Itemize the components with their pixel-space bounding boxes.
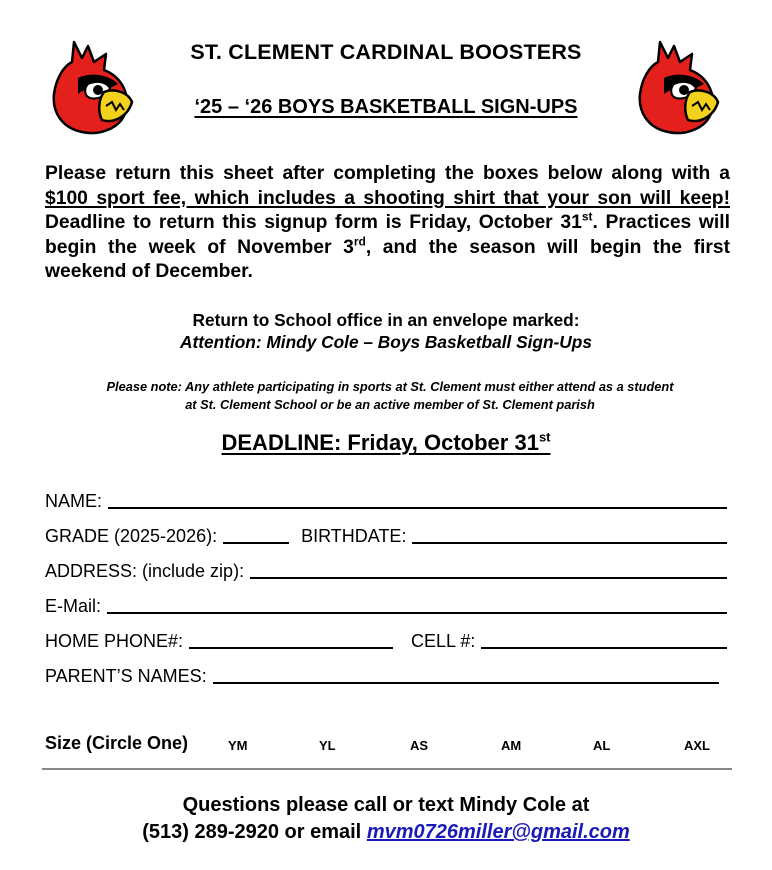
- note-line-1: Please note: Any athlete participating in sports at St. Clement must either attend as a student: [106, 379, 674, 394]
- email-row: [45, 593, 727, 617]
- intro-sup-2: rd: [353, 234, 366, 249]
- name-field[interactable]: [108, 507, 727, 509]
- size-option-yl[interactable]: YL: [319, 738, 336, 753]
- intro-sup-1: st: [581, 209, 593, 224]
- parents-label: PARENT’S NAMES:: [45, 666, 207, 686]
- birthdate-label: BIRTHDATE:: [301, 526, 407, 546]
- size-option-axl[interactable]: AXL: [684, 738, 710, 753]
- intro-text-2: Deadline to return this signup form is Friday, October 31: [45, 212, 582, 233]
- cell-field[interactable]: [481, 647, 727, 649]
- size-option-am[interactable]: AM: [501, 738, 522, 753]
- address-label: ADDRESS: (include zip):: [45, 561, 245, 581]
- subtitle-text: ‘25 – ‘26 BOYS BASKETBALL SIGN-UPS: [194, 96, 578, 118]
- contact-phone: (513) 289-2920 or email: [142, 821, 367, 843]
- address-field[interactable]: [250, 577, 727, 579]
- birthdate-field[interactable]: [412, 542, 727, 544]
- fee-text: $100 sport fee, which includes a shooting shirt that your son will keep!: [45, 187, 730, 209]
- page-title: ST. CLEMENT CARDINAL BOOSTERS: [190, 40, 582, 64]
- page-subtitle: [0, 96, 772, 119]
- size-label: Size (Circle One): [45, 733, 189, 753]
- contact-email-link[interactable]: mvm0726miller@gmail.com: [366, 821, 630, 843]
- size-option-al[interactable]: AL: [593, 738, 611, 753]
- intro-text-3: . Practices will begin the week of November 3: [45, 212, 730, 258]
- deadline-heading: [0, 430, 772, 456]
- intro-text-1: Please return this sheet after completing the boxes below along with a: [45, 163, 730, 184]
- grade-field[interactable]: [223, 542, 289, 544]
- intro-paragraph: [45, 162, 730, 285]
- parents-field[interactable]: [213, 682, 719, 684]
- contact-line: Questions please call or text Mindy Cole at: [182, 794, 590, 816]
- grade-label: GRADE (2025-2026):: [45, 526, 218, 546]
- size-option-ym[interactable]: YM: [228, 738, 248, 753]
- deadline-text-wrap: [222, 430, 551, 455]
- name-label: NAME:: [45, 491, 103, 511]
- parents-row: [45, 663, 719, 687]
- contact-details: [0, 821, 772, 844]
- address-row: [45, 558, 727, 582]
- divider: [42, 768, 732, 770]
- home-phone-label: HOME PHONE#:: [45, 631, 184, 651]
- return-attention: Attention: Mindy Cole – Boys Basketball Sign-Ups: [180, 332, 592, 352]
- home-phone-field[interactable]: [189, 647, 393, 649]
- eligibility-note: [40, 378, 740, 414]
- deadline-sup: st: [538, 429, 551, 445]
- cell-label: CELL #:: [411, 631, 476, 651]
- note-line-2: at St. Clement School or be an active member of St. Clement parish: [185, 397, 595, 412]
- phone-row: [45, 628, 727, 652]
- intro-text-4: , and the season will begin the first weekend of December.: [45, 236, 730, 282]
- deadline-text: DEADLINE: Friday, October 31: [221, 430, 539, 455]
- return-instructions: Return to School office in an envelope marked:: [192, 310, 580, 330]
- email-field[interactable]: [107, 612, 727, 614]
- grade-birthdate-row: [45, 523, 727, 547]
- name-row: [45, 488, 727, 512]
- email-label: E-Mail:: [45, 596, 102, 616]
- size-option-as[interactable]: AS: [410, 738, 429, 753]
- size-row: [45, 733, 735, 759]
